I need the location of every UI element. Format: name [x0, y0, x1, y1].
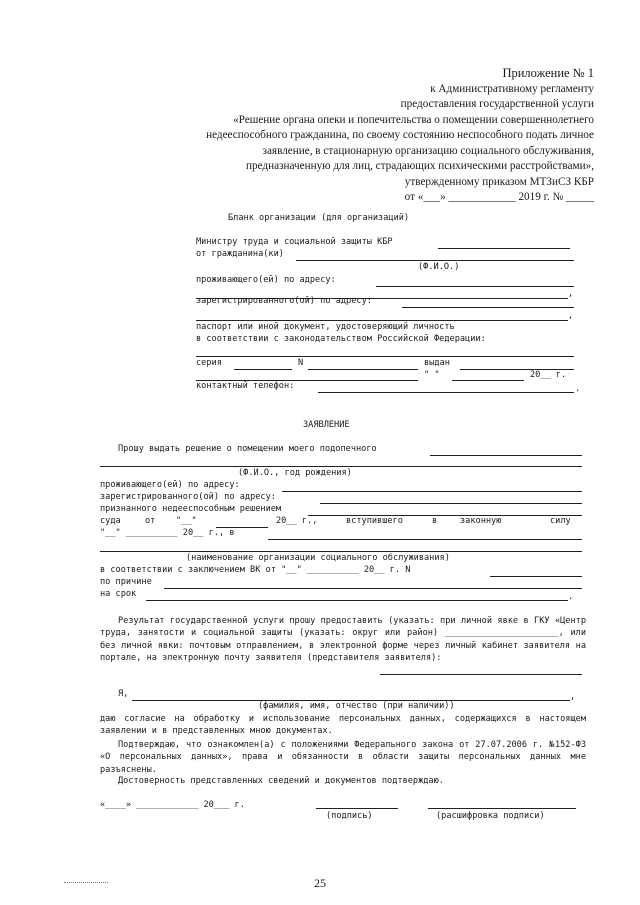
- series-field[interactable]: [234, 369, 292, 370]
- registered2-label: зарегистрированного(ой) по адресу:: [100, 492, 276, 502]
- court-label: суда: [100, 516, 121, 526]
- court-entered: вступившего: [346, 516, 403, 526]
- confirm-accuracy-text: Достоверность представленных сведений и документов подтверждаю.: [118, 776, 444, 786]
- issued-date-field[interactable]: [452, 380, 524, 381]
- issued-label: выдан: [424, 358, 450, 368]
- org-name-field-2[interactable]: [100, 551, 582, 552]
- contact-phone-field[interactable]: [318, 392, 574, 393]
- fio-hint: (Ф.И.О.): [418, 262, 460, 272]
- residing-address-field[interactable]: [376, 286, 574, 287]
- org-blank-label: Бланк организации (для организаций): [228, 213, 410, 223]
- court-date-quote: "__": [176, 516, 197, 526]
- appendix-line: недееспособного гражданина, по своему состоянию неспособного подать личное: [206, 129, 594, 141]
- court-from: от: [145, 516, 156, 526]
- residing-label: проживающего(ей) по адресу:: [196, 275, 336, 285]
- i-label: Я,: [118, 689, 129, 699]
- reason-label: по причине: [100, 577, 152, 587]
- minister-label: Министру труда и социальной защиты КБР: [196, 237, 393, 247]
- conclusion-number-field[interactable]: [490, 576, 582, 577]
- decode-hint: (расшифровка подписи): [436, 811, 545, 821]
- appendix-order-line: от «___» ____________ 2019 г. № _____: [404, 191, 594, 203]
- appendix-line: предоставления государственной услуги: [400, 98, 594, 110]
- document-page: Приложение № 1 к Административному регламенту предоставления государственной услуги «Решение органа опеки и попечительства о помещении совершеннолетнего недееспособного гражданина, по своему состоянию неспособного подать личное заявление, в стационарную организацию социального обслуживания, предназначенную для лиц, страдающих психическими расстройствами», утвержденному приказом МТЗиСЗ КБР от «___» ____________ 2019 г. № _____ Бланк организации (для организаций) Министру труда и социальной защиты КБР от гражданина(ки) (Ф.И.О.) проживающего(ей) по адресу: , зарегистрированного(ой) по адресу: , паспорт или иной документ, удостоверяющий личность в соответствии с законодательством Российской Федерации: серия N выдан " " 20__ г. контактный телефон: . ЗАЯВЛЕНИЕ Прошу выдать решение о помещении моего подопечного (Ф.И.О., год рождения) проживающего(ей) по адресу: зарегистрированного(ой) по адресу: признанного недееспособным решением суда от "__" 20__ г., вступившего в законную силу "__" __________ 20__ г., в (наименование организации социального обслуживания) в соответствии с заключением ВК от "__" __________ 20__ г. N по причине на срок . Результат государственной услуги прошу предоставить (указать: при личной явке в ГКУ «Центр труда, занятости и социальной защиты (указать: округ или район) ______________________, или без личной явки: почтовым отправлением, в электронной форме через личный кабинет заявителя на портале, на электронную почту заявителя (представителя заявителя): Я, , (фамилия, имя, отчество (при наличии)) даю согласие на обработку и использование персональных данных, содержащихся в настоящем заявлении и в представленных мною документах. Подтверждаю, что ознакомлен(а) с положениями Федерального закона от 27.07.2006 г. №152-ФЗ «О персональных данных», права и обязанности в области защиты персональных данных мне разъяснены. Достоверность представленных сведений и документов подтверждаю. «____» ____________ 20___ г. (подпись) (расшифровка подписи) 25: [0, 0, 640, 905]
- term-label: на срок: [100, 589, 137, 599]
- email-field[interactable]: [380, 674, 582, 675]
- registered-label: зарегистрированного(ой) по адресу:: [196, 296, 372, 306]
- passport-label: паспорт или иной документ, удостоверяющий личность: [196, 322, 455, 332]
- request-text: Прошу выдать решение о помещении моего подопечного: [118, 444, 377, 454]
- citizen-name-field[interactable]: [296, 260, 574, 261]
- page-number: 25: [314, 876, 326, 890]
- number-field[interactable]: [308, 369, 418, 370]
- appendix-line: предназначенную для лиц, страдающих психическими расстройствами»,: [246, 160, 594, 172]
- document-title: ЗАЯВЛЕНИЕ: [303, 420, 350, 430]
- fio-birth-hint: (Ф.И.О., год рождения): [238, 468, 352, 478]
- series-label: серия: [196, 358, 222, 368]
- issued-year: 20__ г.: [530, 370, 567, 380]
- from-citizen-label: от гражданина(ки): [196, 249, 284, 259]
- court-date2: "__" __________ 20__ г., в: [100, 528, 235, 538]
- sign-date: «____» ____________ 20___ г.: [100, 800, 245, 810]
- court-legal: законную: [460, 516, 502, 526]
- registered-address-field-2[interactable]: [196, 320, 568, 321]
- reason-field[interactable]: [164, 588, 582, 589]
- signature-hint: (подпись): [326, 811, 373, 821]
- org-name-field[interactable]: [268, 539, 582, 540]
- ward-residing-field[interactable]: [282, 491, 582, 492]
- passport-law-label: в соответствии с законодательством Российской Федерации:: [196, 334, 486, 344]
- number-label: N: [298, 358, 304, 368]
- ward-registered-field[interactable]: [320, 503, 582, 504]
- result-paragraph: Результат государственной услуги прошу предоставить (указать: при личной явке в ГКУ «Центр труда, занятости и социальной защиты (указать: округ или район) ______________________, или без личной явки: почтовым отправлением, в электронной форме через личный кабинет заявителя на портале, на электронную почту заявителя (представителя заявителя):: [100, 616, 586, 663]
- court-force: силу: [550, 516, 571, 526]
- contact-phone-label: контактный телефон:: [196, 381, 295, 391]
- recognized-label: признанного недееспособным решением: [100, 504, 282, 514]
- residing2-label: проживающего(ей) по адресу:: [100, 480, 240, 490]
- court-in: в: [432, 516, 438, 526]
- appendix-line: к Административному регламенту: [430, 82, 594, 95]
- ward-name-field[interactable]: [430, 455, 582, 456]
- registered-address-field[interactable]: [402, 307, 574, 308]
- appendix-line: «Решение органа опеки и попечительства о помещении совершеннолетнего: [233, 113, 594, 126]
- issued-date-quotes: " ": [424, 370, 440, 380]
- court-year: 20__ г.,: [276, 516, 318, 526]
- signature-decode-field[interactable]: [428, 808, 576, 809]
- full-name-hint: (фамилия, имя, отчество (при наличии)): [258, 701, 455, 711]
- ward-name-field-2[interactable]: [100, 466, 582, 467]
- appendix-header: [134, 66, 594, 206]
- minister-line[interactable]: [438, 248, 570, 249]
- appendix-line: заявление, в стационарную организацию социального обслуживания,: [262, 144, 594, 157]
- term-field[interactable]: [146, 600, 568, 601]
- appendix-title: Приложение № 1: [502, 66, 594, 80]
- signature-field[interactable]: [316, 808, 398, 809]
- consent-text: даю согласие на обработку и использование персональных данных, содержащихся в настоящем заявлении и в представленных мною документах.: [100, 714, 586, 737]
- appendix-line: утвержденному приказом МТЗиСЗ КБР: [404, 175, 594, 188]
- conclusion-label: в соответствии с заключением ВК от "__" __________ 20__ г. N: [100, 565, 411, 575]
- confirm-familiar-text: Подтверждаю, что ознакомлен(а) с положениями Федерального закона от 27.07.2006 г. №152-ФЗ «О персональных данных», права и обязанности в области защиты персональных данных мне разъяснены.: [100, 740, 586, 775]
- org-hint: (наименование организации социального обслуживания): [186, 553, 450, 563]
- passport-extra-line[interactable]: [196, 356, 574, 357]
